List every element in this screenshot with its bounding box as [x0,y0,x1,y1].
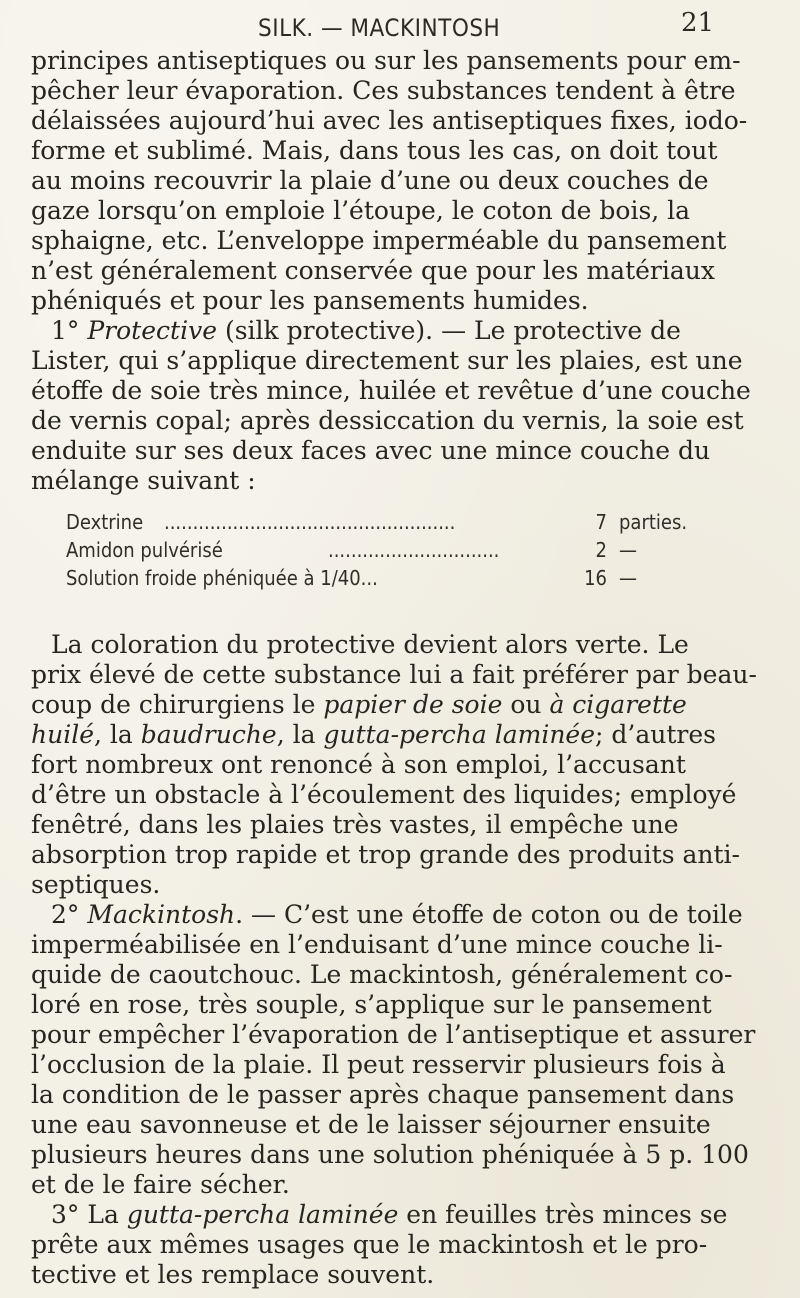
text-line: quide de caoutchouc. Le mackintosh, généralement co- [31,960,733,989]
text-line: prête aux mêmes usages que le mackintosh et le pro- [31,1230,708,1259]
text-line: loré en rose, très souple, s’applique sur le pansement [31,990,712,1019]
text-line: et de le faire sécher. [31,1170,290,1199]
text-line: la condition de le passer après chaque pansement dans [31,1080,735,1109]
recipe-ingredient: Solution froide phéniquée à 1/40... [66,566,378,590]
text-line: mélange suivant : [31,466,256,495]
text-line: l’occlusion de la plaie. Il peut resservir plusieurs fois à [31,1050,726,1079]
text-line: délaissées aujourd’hui avec les antiseptiques fixes, iodo- [31,106,748,135]
text-line: fenêtré, dans les plaies très vastes, il empêche une [31,810,679,839]
text-line: une eau savonneuse et de le laisser séjourner ensuite [31,1110,711,1139]
recipe-unit: — [619,538,637,562]
text-line: 3° La gutta-percha laminée en feuilles très minces se [51,1200,728,1229]
text-line: enduite sur ses deux faces avec une mince couche du [31,436,711,465]
text-line: La coloration du protective devient alors verte. Le [51,630,689,659]
text-line: phéniqués et pour les pansements humides. [31,286,589,315]
text-line: d’être un obstacle à l’écoulement des liquides; employé [31,780,737,809]
text-line: septiques. [31,870,161,899]
text-line: principes antiseptiques ou sur les pansements pour em- [31,46,741,75]
text-line: huilé, la baudruche, la gutta-percha laminée; d’autres [31,720,716,749]
recipe-row [66,538,716,566]
text-line: n’est généralement conservée que pour les matériaux [31,256,715,285]
leader-dots: .............................. [328,538,500,562]
text-line: forme et sublimé. Mais, dans tous les cas, on doit tout [31,136,718,165]
text-line: tective et les remplace souvent. [31,1260,435,1289]
recipe-quantity: 7 [595,510,607,534]
recipe-unit: parties. [619,510,688,534]
page-number: 21 [681,8,715,38]
text-line: gaze lorsqu’on emploie l’étoupe, le coton de bois, la [31,196,691,225]
recipe-ingredient: Dextrine [66,510,144,534]
text-line: 2° Mackintosh. — C’est une étoffe de coton ou de toile [51,900,743,929]
text-line: absorption trop rapide et trop grande des produits anti- [31,840,740,869]
text-line: de vernis copal; après dessiccation du vernis, la soie est [31,406,744,435]
recipe-quantity: 2 [595,538,607,562]
text-line: 1° Protective (silk protective). — Le protective de [51,316,681,345]
text-line: au moins recouvrir la plaie d’une ou deux couches de [31,166,709,195]
recipe-ingredient: Amidon pulvérisé [66,538,223,562]
text-line: coup de chirurgiens le papier de soie ou à cigarette [31,690,687,719]
leader-dots: ................................................... [164,510,456,534]
text-line: prix élevé de cette substance lui a fait préférer par beau- [31,660,757,689]
text-line: étoffe de soie très mince, huilée et revêtue d’une couche [31,376,751,405]
recipe-unit: — [619,566,637,590]
text-line: plusieurs heures dans une solution phéniquée à 5 p. 100 [31,1140,749,1169]
text-line: sphaigne, etc. L’enveloppe imperméable du pansement [31,226,727,255]
page-header [0,4,800,44]
text-line: imperméabilisée en l’enduisant d’une mince couche li- [31,930,723,959]
text-line: pour empêcher l’évaporation de l’antiseptique et assurer [31,1020,756,1049]
running-head: SILK. — MACKINTOSH [258,14,501,42]
recipe-quantity: 16 [584,566,607,590]
text-line: pêcher leur évaporation. Ces substances tendent à être [31,76,736,105]
recipe-row [66,510,716,538]
text-line: Lister, qui s’applique directement sur les plaies, est une [31,346,743,375]
text-line: fort nombreux ont renoncé à son emploi, l’accusant [31,750,686,779]
recipe-row [66,566,716,594]
